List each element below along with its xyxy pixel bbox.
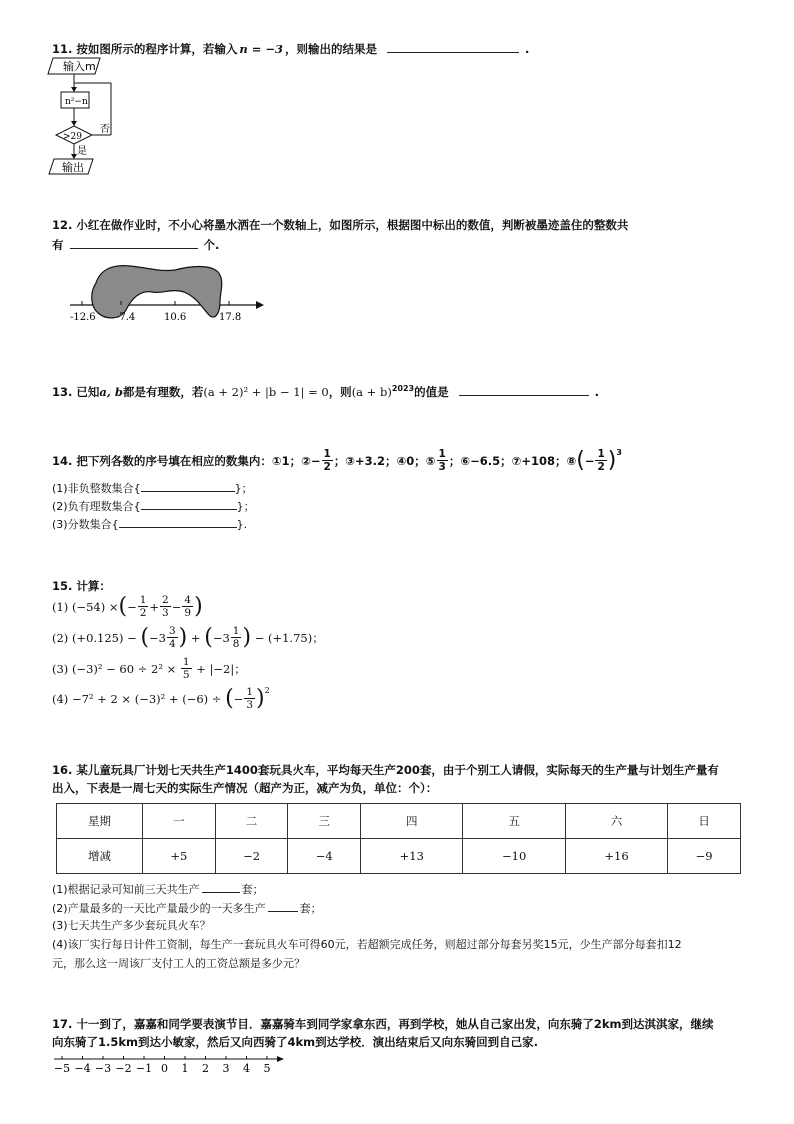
axis-label: −3	[94, 1062, 112, 1075]
table-cell: −4	[288, 839, 361, 874]
q13-answer-blank[interactable]	[459, 383, 589, 396]
axis-label: 5	[263, 1062, 271, 1075]
q14-set-2: (2)负有理数集合{ }；	[52, 497, 255, 514]
q16-line2: 出入，下表是一周七天的实际生产情况（超产为正，减产为负，单位：个）：	[52, 781, 438, 795]
q11-var: n = −3	[239, 42, 284, 56]
q14-set3-blank[interactable]	[119, 515, 237, 528]
q11-text: 11. 按如图所示的程序计算，若输入 n = −3 ，则输出的结果是 .	[52, 42, 530, 56]
flow-output-label: 输出	[62, 161, 84, 174]
axis-label: 1	[181, 1062, 189, 1075]
table-cell: +13	[361, 839, 463, 874]
axis-label: 0	[161, 1062, 168, 1075]
q16-line1: 16. 某儿童玩具厂计划七天共生产1400套玩具火车，平均每天生产200套，由于个别工人请假，实际每天的生产量与计划生产量有	[52, 763, 719, 777]
table-cell: 二	[215, 804, 288, 839]
q15-part-1: (1) (−54) × ( − $\frac{1}{2}$ + $\frac{2}{3}$ − $\frac{4}{9}$ )	[52, 593, 203, 619]
table-cell: 增减	[57, 839, 143, 874]
q12-tick-2: -7.4	[116, 312, 136, 323]
q11-flowchart	[45, 55, 125, 180]
axis-label: −4	[74, 1062, 91, 1075]
axis-label: −5	[53, 1062, 71, 1075]
q12-tick-3: 10.6	[164, 312, 187, 323]
q16-sub2-blank[interactable]	[268, 899, 298, 912]
flow-cond-label: >29	[63, 132, 82, 142]
flow-no-label: 否	[100, 124, 110, 135]
q16-sub-1: (1)根据记录可知前三天共生产 套；	[52, 880, 264, 897]
axis-label: 2	[202, 1062, 209, 1075]
table-cell: 六	[565, 804, 667, 839]
q17-line2: 向东骑了1.5km到达小敏家，然后又向西骑了4km到达学校．演出结束后又向东骑回到自己家.	[52, 1035, 538, 1049]
q15-part-4: (4) −7² + 2 × (−3)² + (−6) ÷ ( − $\frac{1}{3}$ ) $^2$	[52, 685, 270, 711]
table-cell: 一	[143, 804, 216, 839]
q13-text: 13. 已知a, b都是有理数，若(a + 2)² + |b − 1| = 0，则$(a + b)^{2023}$的值是 .	[52, 384, 599, 399]
axis-label: 4	[243, 1062, 250, 1075]
q17-numberline	[52, 1052, 292, 1076]
q16-sub-4a: (4)该厂实行每日计件工资制，每生产一套玩具火车可得60元，若超额完成任务，则超过部分每套另奖15元，少生产部分每套扣12	[52, 938, 682, 951]
table-cell: −2	[215, 839, 288, 874]
q12-tick-4: 17.8	[219, 312, 242, 323]
table-cell: 五	[463, 804, 565, 839]
q12-numberline	[60, 258, 270, 326]
q16-sub-2: (2)产量最多的一天比产量最少的一天多生产 套；	[52, 899, 322, 916]
q16-sub-4b: 元，那么这一周该厂支付工人的工资总额是多少元？	[52, 957, 305, 970]
q16-sub1-blank[interactable]	[202, 880, 240, 893]
table-cell: 四	[361, 804, 463, 839]
table-header-row	[57, 804, 741, 839]
q14-stem: 14. 把下列各数的序号填在相应的数集内：①1；② − $\frac{1}{2}$ ；③+3.2；④0；⑤ $\frac{1}{3}$ ；⑥−6.5；⑦+108；⑧ ( − $\frac{1}{2}$ ) $^3$	[52, 447, 622, 473]
q14-set2-blank[interactable]	[141, 497, 237, 510]
axis-label: 3	[222, 1062, 230, 1075]
q12-answer-blank[interactable]	[70, 236, 198, 249]
table-cell: +16	[565, 839, 667, 874]
table-cell: 日	[668, 804, 741, 839]
q14-set-1: (1)非负整数集合{ }；	[52, 479, 253, 496]
q16-sub-3: (3)七天共生产多少套玩具火车？	[52, 919, 211, 932]
q15-title: 15. 计算：	[52, 579, 111, 593]
flow-yes-label: 是	[77, 146, 87, 157]
q12-tick-1: -12.6	[70, 312, 96, 323]
q16-table	[56, 803, 741, 874]
q17-line1: 17. 十一到了，嘉嘉和同学要表演节目．嘉嘉骑车到同学家拿东西，再到学校，她从自己家出发，向东骑了2km到达淇淇家，继续	[52, 1017, 714, 1031]
table-cell: 星期	[57, 804, 143, 839]
flow-input-label: 输入m	[63, 60, 96, 73]
q12-line1: 12. 小红在做作业时，不小心将墨水洒在一个数轴上，如图所示，根据图中标出的数值，判断被墨迹盖住的整数共	[52, 218, 629, 232]
q12-line2: 有 个.	[52, 238, 220, 252]
table-row	[57, 839, 741, 874]
flow-process-label: n²−n	[65, 97, 88, 107]
axis-label: −1	[135, 1062, 153, 1075]
q14-set-3: (3)分数集合{ }.	[52, 515, 247, 532]
table-cell: 三	[288, 804, 361, 839]
table-cell: −9	[668, 839, 741, 874]
table-cell: +5	[143, 839, 216, 874]
q15-part-2: (2) (+0.125) − ( −3 $\frac{3}{4}$ ) + ( −3 $\frac{1}{8}$ ) − (+1.75)；	[52, 624, 324, 650]
table-cell: −10	[463, 839, 565, 874]
axis-label: −2	[115, 1062, 132, 1075]
q14-set1-blank[interactable]	[141, 479, 235, 492]
q11-answer-blank[interactable]	[387, 40, 519, 53]
q15-part-3: (3) (−3)² − 60 ÷ 2² × $\frac{1}{5}$ + |−2|；	[52, 656, 246, 681]
